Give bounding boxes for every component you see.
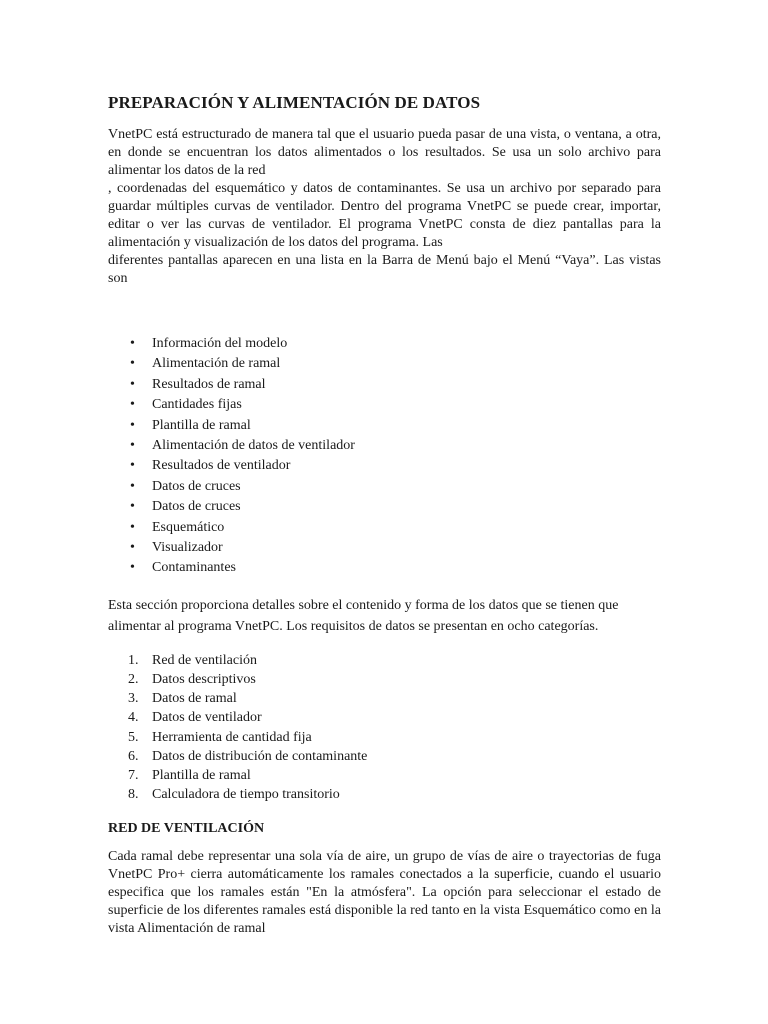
- list-item-label: Datos de cruces: [152, 478, 241, 494]
- list-item: [108, 766, 661, 785]
- bullet-icon: •: [130, 417, 135, 433]
- bullet-icon: •: [130, 397, 135, 413]
- list-item-label: Calculadora de tiempo transitorio: [152, 787, 340, 803]
- list-item-label: Alimentación de ramal: [152, 356, 281, 372]
- categories-list: [108, 651, 661, 805]
- list-item: [108, 416, 661, 436]
- list-item-label: Visualizador: [152, 540, 223, 556]
- list-item-label: Datos de distribución de contaminante: [152, 748, 368, 764]
- list-item: [108, 497, 661, 517]
- list-item: [108, 747, 661, 766]
- list-item: [108, 689, 661, 708]
- section-paragraph: Esta sección proporciona detalles sobre el contenido y forma de los datos que se tienen que alimentar al programa VnetPC. Los requisitos de datos se presentan en ocho categorías.: [108, 597, 619, 634]
- views-list: [108, 334, 661, 579]
- bullet-icon: •: [130, 560, 135, 576]
- list-item: [108, 334, 661, 354]
- list-item: [108, 375, 661, 395]
- list-item-label: Plantilla de ramal: [152, 768, 251, 784]
- list-item-label: Datos de ramal: [152, 691, 237, 707]
- list-item: [108, 354, 661, 374]
- list-item-label: Contaminantes: [152, 560, 236, 576]
- list-item-label: Datos de cruces: [152, 499, 241, 515]
- list-item: [108, 785, 661, 804]
- list-number: 7.: [128, 768, 139, 784]
- document-title: PREPARACIÓN Y ALIMENTACIÓN DE DATOS: [108, 93, 481, 112]
- list-item-label: Alimentación de datos de ventilador: [152, 438, 355, 454]
- red-paragraph: Cada ramal debe representar una sola vía de aire, un grupo de vías de aire o trayectorias de fuga VnetPC Pro+ cierra automáticamente los ramales conectados a la superficie, cuando el usuario especifica que los ramales están "En la atmósfera". La opción para seleccionar el estado de superficie de los diferentes ramales está disponible la red tanto en la vista Esquemático como en la vista Alimentación de ramal: [108, 848, 661, 936]
- list-item-label: Resultados de ramal: [152, 376, 266, 392]
- list-item-label: Red de ventilación: [152, 652, 257, 668]
- bullet-icon: •: [130, 336, 135, 351]
- list-item-label: Datos de ventilador: [152, 710, 262, 726]
- list-item: [108, 670, 661, 689]
- list-item: [108, 395, 661, 415]
- intro-text-part-3: diferentes pantallas aparecen en una lista en la Barra de Menú bajo el Menú “Vaya”. Las vistas son: [108, 253, 661, 286]
- list-item: [108, 651, 661, 670]
- list-item: [108, 538, 661, 558]
- list-number: 2.: [128, 672, 139, 688]
- document-page: [108, 92, 661, 938]
- bullet-icon: •: [130, 540, 135, 556]
- intro-text-part-1: VnetPC está estructurado de manera tal que el usuario pueda pasar de una vista, o ventana, a otra, en donde se encuentran los datos alimentados o los resultados. Se usa un solo archivo para alimentar los datos de la red: [108, 127, 661, 178]
- list-number: 6.: [128, 748, 139, 764]
- intro-paragraph: [108, 126, 661, 288]
- list-item-label: Cantidades fijas: [152, 397, 242, 413]
- list-item-label: Información del modelo: [152, 336, 288, 351]
- list-item: [108, 456, 661, 476]
- list-item: [108, 477, 661, 497]
- list-number: 8.: [128, 787, 139, 803]
- bullet-icon: •: [130, 376, 135, 392]
- section-heading-red: RED DE VENTILACIÓN: [108, 820, 265, 836]
- intro-text-part-2: , coordenadas del esquemático y datos de contaminantes. Se usa un archivo por separado para guardar múltiples curvas de ventilador. Dentro del programa VnetPC se puede crear, importar, editar o ver las curvas de ventilador. El programa VnetPC consta de diez pantallas para la alimentación y visualización de los datos del programa. Las: [108, 181, 661, 250]
- list-number: 4.: [128, 710, 139, 726]
- bullet-icon: •: [130, 478, 135, 494]
- bullet-icon: •: [130, 356, 135, 372]
- bullet-icon: •: [130, 458, 135, 474]
- list-number: 1.: [128, 652, 139, 668]
- list-item: [108, 436, 661, 456]
- list-item-label: Esquemático: [152, 519, 225, 535]
- list-number: 5.: [128, 729, 139, 745]
- list-number: 3.: [128, 691, 139, 707]
- list-item-label: Resultados de ventilador: [152, 458, 291, 474]
- list-item-label: Herramienta de cantidad fija: [152, 729, 312, 745]
- list-item: [108, 518, 661, 538]
- bullet-icon: •: [130, 519, 135, 535]
- list-item-label: Plantilla de ramal: [152, 417, 251, 433]
- list-item: [108, 558, 661, 578]
- list-item-label: Datos descriptivos: [152, 672, 256, 688]
- list-item: [108, 728, 661, 747]
- bullet-icon: •: [130, 438, 135, 454]
- bullet-icon: •: [130, 499, 135, 515]
- list-item: [108, 708, 661, 727]
